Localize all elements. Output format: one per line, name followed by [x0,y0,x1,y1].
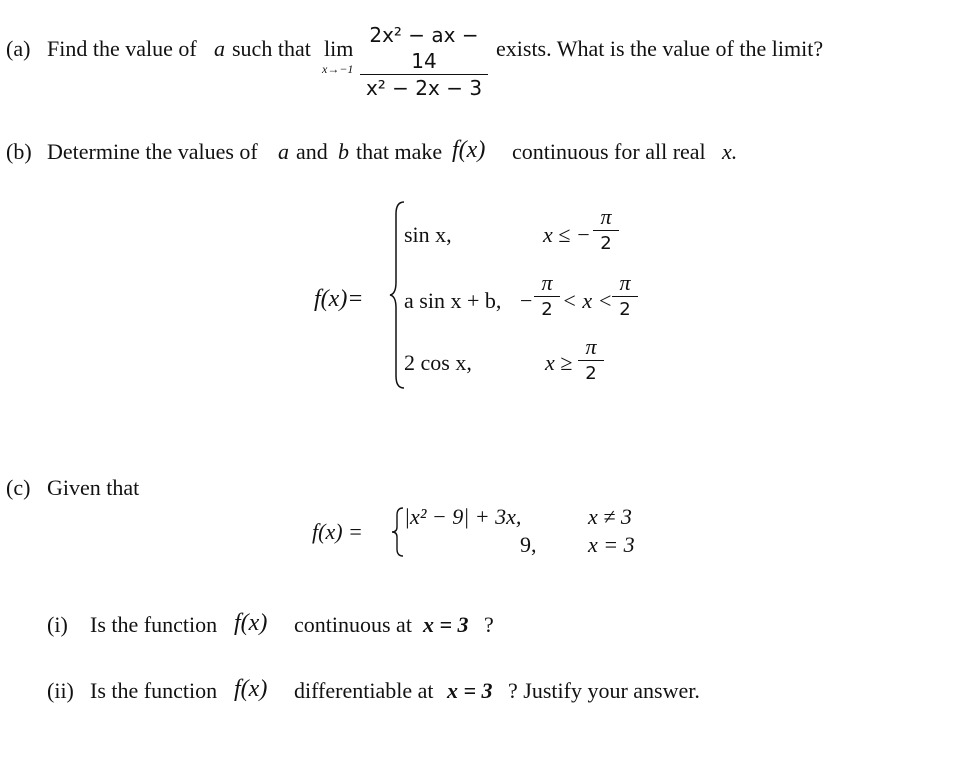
part-a-var-a: a [214,36,225,61]
piecewise-lhs: f(x)= [314,286,364,312]
two-denominator: 2 [600,233,612,254]
part-c-piece-2-cond: x = 3 [588,532,635,557]
part-c-piece-2-expr: 9, [520,532,537,557]
part-b-var-b: b [338,139,349,164]
question-i-mid: continuous at [294,612,412,637]
piece-1-cond-fraction [593,204,619,257]
fraction-denominator: x² − 2x − 3 [365,76,483,100]
part-b-var-x: x. [722,139,738,164]
piece-3-expr: 2 cos x, [404,350,472,375]
question-ii-end: ? Justify your answer. [508,678,700,703]
part-c-lhs: f(x) = [312,519,363,544]
part-a-label: (a) [6,36,31,61]
pi-numerator: π [600,204,612,229]
question-ii-mid: differentiable at [294,678,434,703]
question-i-label: (i) [47,612,68,637]
piece-2-cond-pre: − [520,288,533,313]
question-i-fx: f(x) [234,610,268,636]
piece-2-cond-fraction-left: π 2 [534,270,560,323]
piece-3-cond-fraction: π 2 [578,334,604,387]
question-ii-point: x = 3 [447,678,493,703]
part-b-var-a: a [278,139,289,164]
piece-1-expr: sin x, [404,222,452,247]
part-a-text-middle: such that [232,36,311,61]
question-ii-fx: f(x) [234,676,268,702]
left-brace-icon-small [392,507,404,557]
limit-subscript: x→−1 [322,62,354,76]
question-i-point: x = 3 [423,612,469,637]
part-a-text-after: exists. What is the value of the limit? [496,36,824,61]
part-b-text-make: that make [356,139,443,164]
part-b-text-end: continuous for all real [512,139,706,164]
part-c-label: (c) [6,475,31,500]
piece-2-expr: a sin x + b, [404,288,502,313]
question-i-text: Is the function [90,612,218,637]
question-i-end: ? [484,612,494,637]
limit-operator: lim [324,36,354,61]
part-b-text-1: Determine the values of [47,139,258,164]
part-c-piece-1-expr: |x² − 9| + 3x, [404,504,522,529]
part-b-fx: f(x) [452,137,486,163]
question-ii-label: (ii) [47,678,74,703]
question-ii-text: Is the function [90,678,218,703]
part-b-label: (b) [6,139,32,164]
part-c-text: Given that [47,475,140,500]
part-b-text-and: and [296,139,328,164]
fraction-numerator: 2x² − ax − 14 [369,23,479,73]
piece-1-cond-pre: x ≤ − [543,222,591,247]
part-c-piece-1-cond: x ≠ 3 [588,504,632,529]
piece-2-cond-mid: < x < [562,288,613,313]
piece-2-cond-fraction-right: π 2 [612,270,638,323]
piece-3-cond-pre: x ≥ [545,350,573,375]
limit-fraction [360,22,488,101]
part-a-text-before: Find the value of [47,36,197,61]
